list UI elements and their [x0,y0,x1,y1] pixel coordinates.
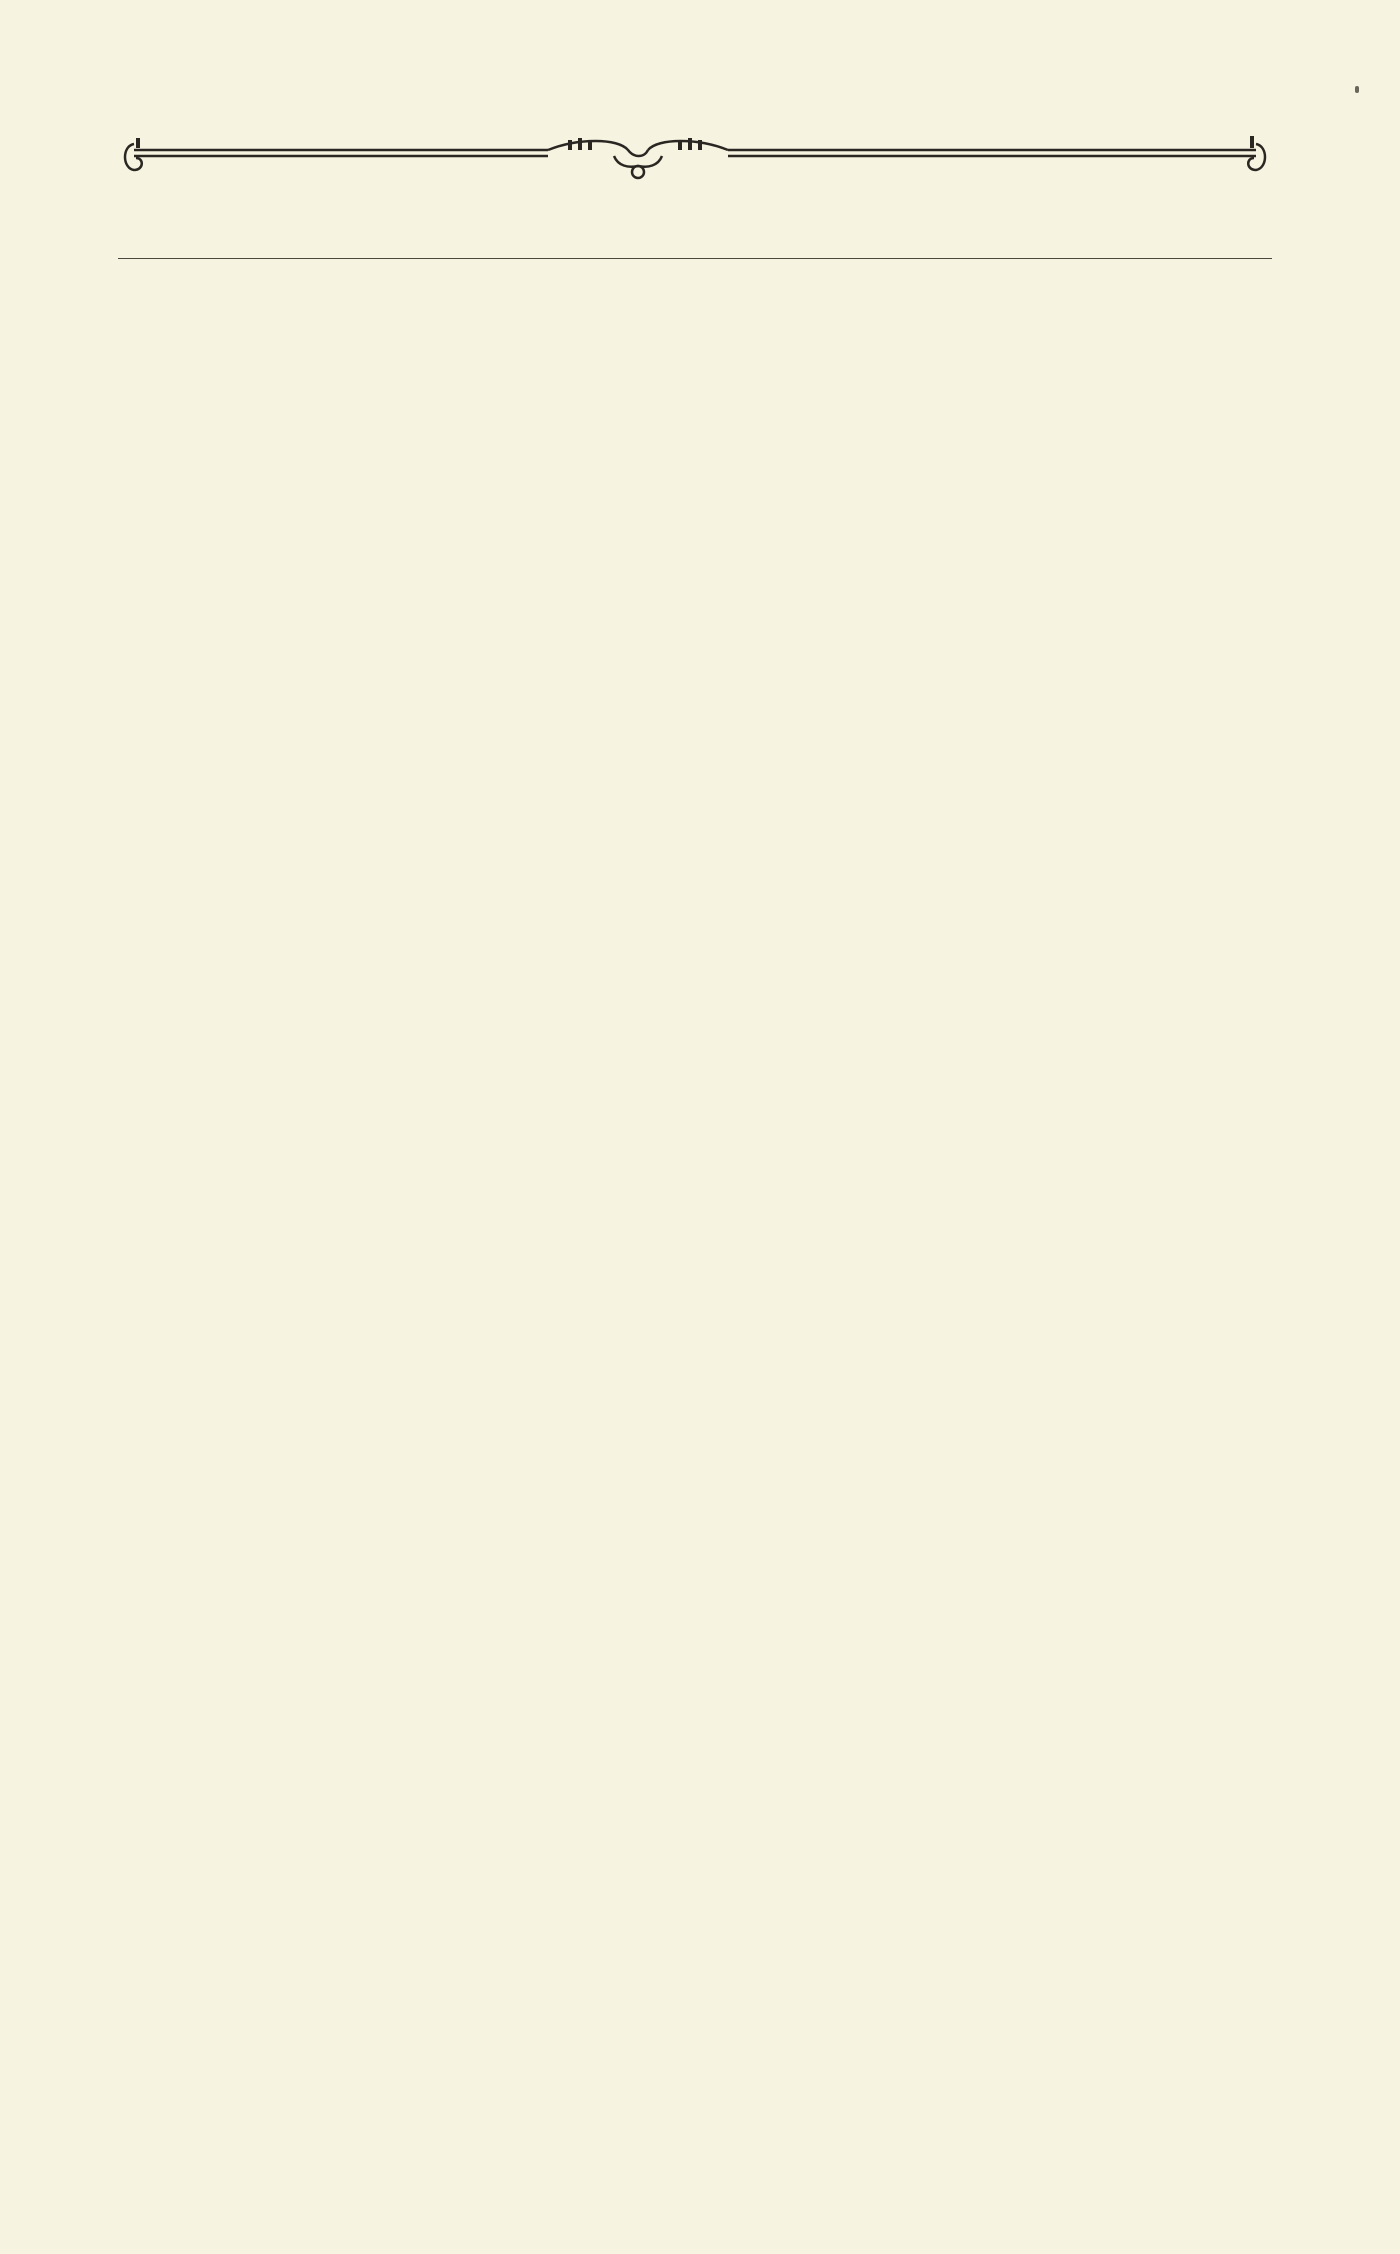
decorative-header-ornament [118,128,1272,188]
header-rule [118,258,1272,259]
ink-speck [1355,86,1359,93]
